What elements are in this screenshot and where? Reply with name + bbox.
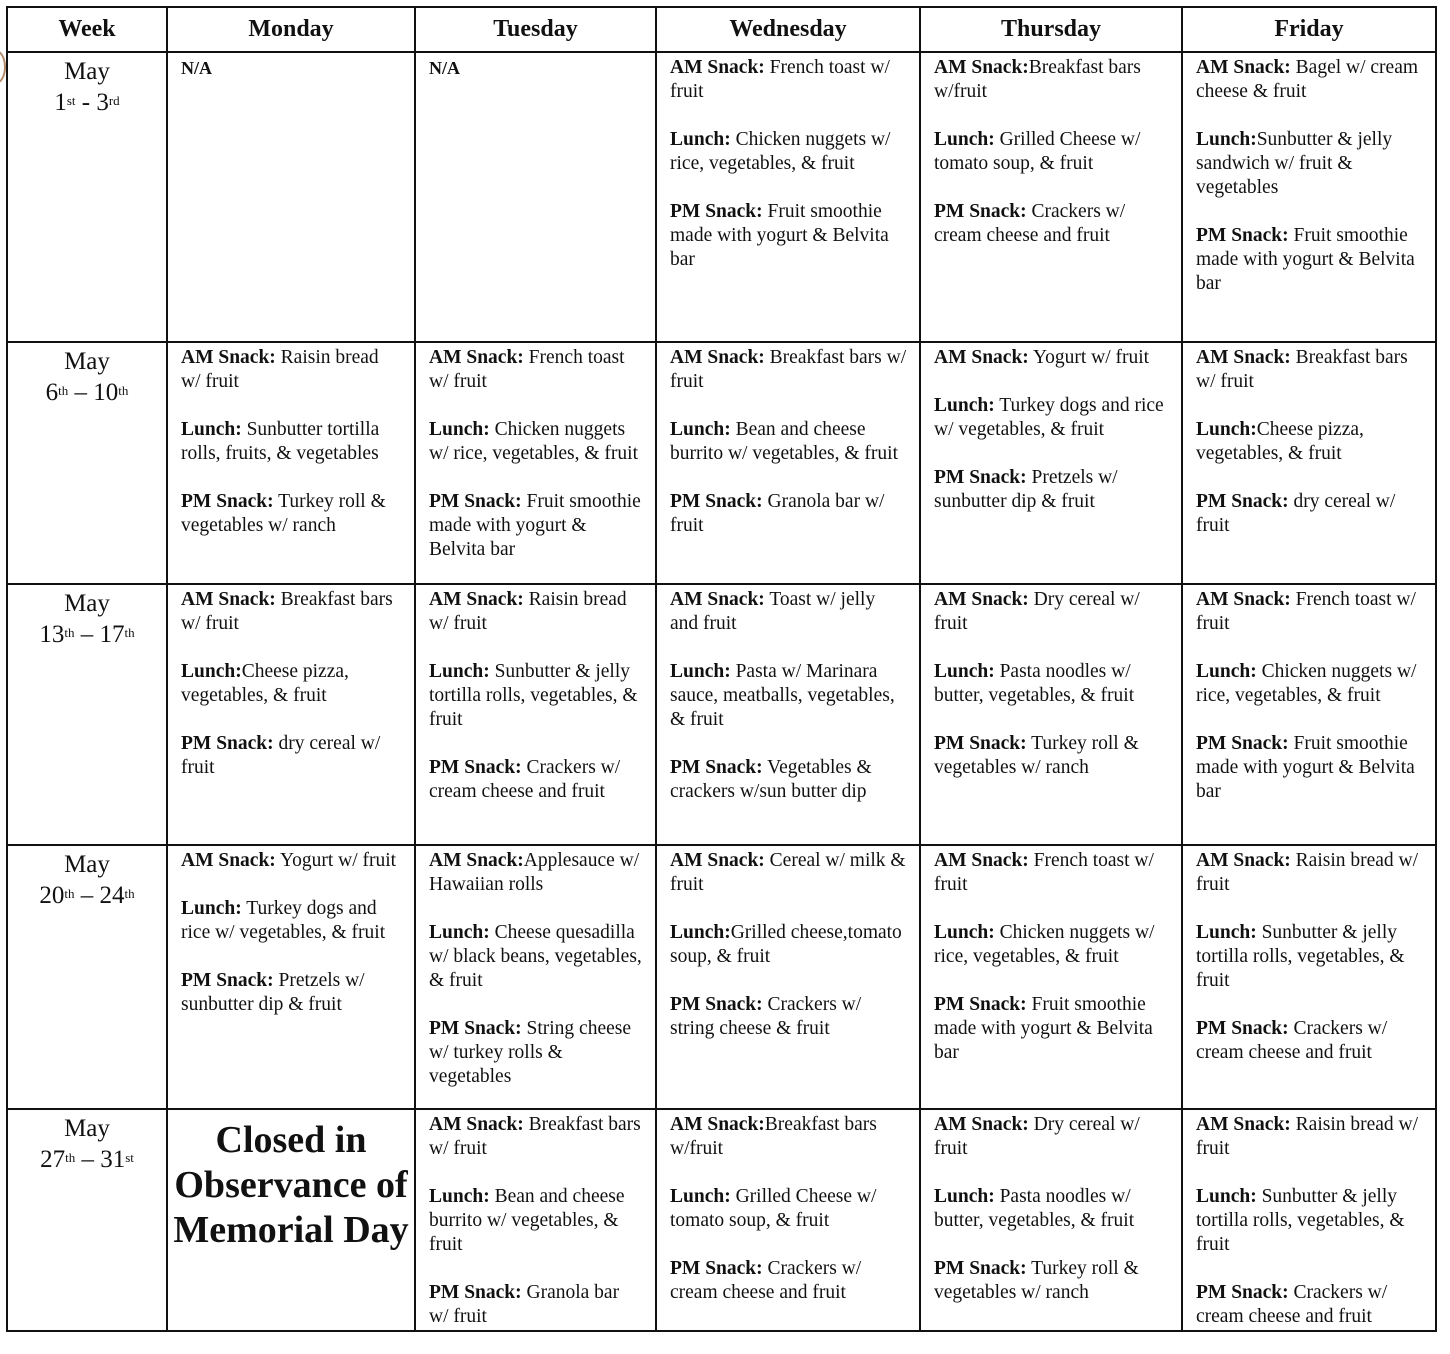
thursday-cell [920, 584, 1182, 845]
meal-label: AM Snack: [429, 589, 524, 610]
meal-item [934, 1257, 1169, 1305]
meal-label: AM Snack: [181, 589, 276, 610]
week-cell [7, 52, 167, 342]
meal-text: French toast w/ fruit [1196, 589, 1416, 634]
meal-item [670, 993, 907, 1041]
wednesday-cell [656, 52, 920, 342]
menu-calendar-table [6, 6, 1437, 1332]
meal-label: AM Snack: [1196, 589, 1291, 610]
meal-item [181, 897, 402, 945]
monday-cell [167, 342, 415, 584]
meal-text: Toast w/ jelly and fruit [670, 589, 876, 634]
range-end-day: 24 [99, 882, 125, 909]
meal-label: PM Snack: [934, 994, 1027, 1015]
meal-item [670, 588, 907, 636]
week-month: May [64, 348, 110, 375]
meal-text: Granola bar w/ fruit [429, 1282, 620, 1327]
range-start-suffix: th [64, 886, 75, 901]
meal-label: PM Snack: [1196, 225, 1289, 246]
meal-text: Breakfast bars w/fruit [670, 1114, 877, 1159]
header-tuesday: Tuesday [415, 7, 656, 52]
meal-text: French toast w/ fruit [670, 57, 890, 102]
meal-item [429, 418, 643, 466]
meal-item [670, 128, 907, 176]
meal-text: Grilled Cheese w/ tomato soup, & fruit [934, 129, 1141, 174]
meal-label: AM Snack: [934, 347, 1029, 368]
meal-label: Lunch: [429, 922, 490, 943]
meal-item [670, 1185, 907, 1233]
friday-cell [1182, 52, 1436, 342]
meal-label: PM Snack: [934, 733, 1027, 754]
meal-label: AM Snack: [429, 850, 524, 871]
meal-item [1196, 588, 1423, 636]
friday-cell [1182, 584, 1436, 845]
meal-text: Cheese pizza, vegetables, & fruit [181, 661, 349, 706]
monday-cell [167, 584, 415, 845]
meal-label: Lunch: [181, 419, 242, 440]
week-range [8, 1144, 166, 1175]
meal-text: Raisin bread w/ fruit [181, 347, 379, 392]
meal-label: PM Snack: [670, 757, 763, 778]
meal-text: Yogurt w/ fruit [275, 850, 397, 871]
meal-text: Sunbutter & jelly sandwich w/ fruit & vegetables [1196, 129, 1393, 198]
meal-item [934, 1185, 1169, 1233]
meal-label: Lunch: [934, 395, 995, 416]
meal-item [670, 660, 907, 732]
meal-text: Cereal w/ milk & fruit [670, 850, 906, 895]
meal-text: Grilled Cheese w/ tomato soup, & fruit [670, 1186, 877, 1231]
wednesday-cell [656, 1109, 920, 1331]
meal-label: PM Snack: [670, 1258, 763, 1279]
monday-cell [167, 845, 415, 1109]
meal-text: String cheese w/ turkey rolls & vegetables [429, 1018, 632, 1087]
meal-item [934, 128, 1169, 176]
range-end-day: 17 [99, 621, 125, 648]
tuesday-cell [415, 52, 656, 342]
range-start-day: 13 [39, 621, 65, 648]
meal-item [934, 660, 1169, 708]
meal-item [429, 1281, 643, 1329]
range-start-day: 1 [54, 89, 67, 116]
meal-label: Lunch: [1196, 922, 1257, 943]
meal-item [429, 1113, 643, 1161]
meal-item [934, 588, 1169, 636]
range-start-suffix: th [64, 625, 75, 640]
meal-label: PM Snack: [181, 733, 274, 754]
meal-item [934, 200, 1169, 248]
meal-text: Yogurt w/ fruit [1028, 347, 1150, 368]
meal-item [429, 921, 643, 993]
meal-label: AM Snack: [429, 1114, 524, 1135]
meal-item [1196, 921, 1423, 993]
meal-label: AM Snack: [670, 850, 765, 871]
meal-text: Dry cereal w/ fruit [934, 1114, 1140, 1159]
meal-label: AM Snack: [670, 1114, 765, 1135]
header-wednesday: Wednesday [656, 7, 920, 52]
meal-label: PM Snack: [429, 491, 522, 512]
meal-item [181, 490, 402, 538]
meal-text: Raisin bread w/ fruit [1196, 1114, 1419, 1159]
week-range [8, 880, 166, 911]
meal-text: Pretzels w/ sunbutter dip & fruit [934, 467, 1118, 512]
meal-item [934, 732, 1169, 780]
meal-text: Chicken nuggets w/ rice, vegetables, & fruit [934, 922, 1155, 967]
range-start-day: 6 [45, 379, 59, 406]
range-start-day: 27 [40, 1146, 66, 1173]
header-friday: Friday [1182, 7, 1436, 52]
header-monday: Monday [167, 7, 415, 52]
range-start-day: 20 [39, 882, 65, 909]
meal-text: Chicken nuggets w/ rice, vegetables, & fruit [670, 129, 891, 174]
meal-label: PM Snack: [429, 757, 522, 778]
meal-item [1196, 849, 1423, 897]
meal-label: PM Snack: [934, 467, 1027, 488]
wednesday-cell [656, 845, 920, 1109]
meal-text: French toast w/ fruit [934, 850, 1154, 895]
meal-label: AM Snack: [934, 850, 1029, 871]
meal-text: Pretzels w/ sunbutter dip & fruit [181, 970, 365, 1015]
meal-item [1196, 418, 1423, 466]
meal-text: Chicken nuggets w/ rice, vegetables, & fruit [1196, 661, 1417, 706]
week-cell [7, 845, 167, 1109]
meal-item [670, 490, 907, 538]
range-separator: - [75, 89, 97, 116]
header-row [7, 7, 1436, 52]
meal-label: AM Snack: [934, 589, 1029, 610]
week-cell [7, 342, 167, 584]
meal-text: Fruit smoothie made with yogurt & Belvita bar [670, 201, 889, 270]
tuesday-cell [415, 584, 656, 845]
meal-text: Chicken nuggets w/ rice, vegetables, & fruit [429, 419, 639, 464]
meal-text: Sunbutter tortilla rolls, fruits, & vegetables [181, 419, 380, 464]
meal-label: Lunch: [670, 1186, 731, 1207]
meal-item [429, 1017, 643, 1089]
week-cell [7, 584, 167, 845]
closed-notice-cell [167, 1109, 415, 1331]
meal-item [670, 56, 907, 104]
meal-text: Vegetables & crackers w/sun butter dip [670, 757, 872, 802]
range-start-suffix: st [66, 93, 76, 108]
meal-text: Cheese quesadilla w/ black beans, vegetables, & fruit [429, 922, 642, 991]
week-range [8, 377, 166, 408]
range-start-suffix: th [58, 383, 69, 398]
meal-label: Lunch: [934, 661, 995, 682]
meal-item [934, 993, 1169, 1065]
meal-text: Grilled cheese,tomato soup, & fruit [670, 922, 902, 967]
meal-item [429, 490, 643, 562]
meal-item [181, 660, 402, 708]
meal-text: Dry cereal w/ fruit [934, 589, 1140, 634]
meal-label: Lunch: [1196, 129, 1257, 150]
meal-label: AM Snack: [1196, 850, 1291, 871]
meal-item [429, 346, 643, 394]
meal-item [1196, 1281, 1423, 1329]
range-separator: – [75, 1146, 101, 1173]
meal-label: Lunch: [1196, 419, 1257, 440]
table-row [7, 342, 1436, 584]
meal-text: French toast w/ fruit [429, 347, 625, 392]
range-separator: – [74, 621, 100, 648]
meal-label: AM Snack: [934, 1114, 1029, 1135]
range-end-suffix: rd [108, 93, 120, 108]
meal-label: PM Snack: [1196, 1282, 1289, 1303]
meal-text: Turkey dogs and rice w/ vegetables, & fruit [181, 898, 386, 943]
meal-label: Lunch: [1196, 661, 1257, 682]
range-end-suffix: th [124, 886, 135, 901]
meal-label: PM Snack: [181, 491, 274, 512]
meal-label: Lunch: [934, 1186, 995, 1207]
meal-text: Sunbutter & jelly tortilla rolls, vegetables, & fruit [429, 661, 638, 730]
thursday-cell [920, 845, 1182, 1109]
range-start-suffix: th [65, 1150, 76, 1165]
meal-item [670, 921, 907, 969]
meal-label: AM Snack: [670, 57, 765, 78]
meal-text: Sunbutter & jelly tortilla rolls, vegetables, & fruit [1196, 922, 1405, 991]
meal-text: Breakfast bars w/ fruit [429, 1114, 641, 1159]
meal-item [429, 660, 643, 732]
meal-item [670, 1113, 907, 1161]
meal-item [1196, 346, 1423, 394]
tuesday-cell [415, 1109, 656, 1331]
meal-label: PM Snack: [670, 491, 763, 512]
friday-cell [1182, 845, 1436, 1109]
table-row [7, 1109, 1436, 1331]
meal-label: Lunch: [181, 661, 242, 682]
meal-label: Lunch: [429, 419, 490, 440]
meal-item [1196, 128, 1423, 200]
range-separator: – [68, 379, 94, 406]
meal-label: AM Snack: [1196, 1114, 1291, 1135]
week-month: May [64, 590, 110, 617]
meal-item [1196, 56, 1423, 104]
range-end-day: 31 [100, 1146, 126, 1173]
meal-item [1196, 1113, 1423, 1161]
meal-label: AM Snack: [670, 347, 765, 368]
meal-label: AM Snack: [1196, 57, 1291, 78]
meal-label: PM Snack: [934, 201, 1027, 222]
meal-label: AM Snack: [181, 347, 276, 368]
meal-item [934, 921, 1169, 969]
meal-label: Lunch: [1196, 1186, 1257, 1207]
meal-label: PM Snack: [429, 1018, 522, 1039]
meal-item [1196, 732, 1423, 804]
meal-item [429, 849, 643, 897]
week-month: May [64, 1115, 110, 1142]
table-row [7, 52, 1436, 342]
meal-label: Lunch: [670, 129, 731, 150]
meal-text: Breakfast bars w/ fruit [670, 347, 907, 392]
meal-text: Crackers w/ cream cheese and fruit [670, 1258, 862, 1303]
header-thursday: Thursday [920, 7, 1182, 52]
header-week: Week [7, 7, 167, 52]
meal-label: Lunch: [670, 661, 731, 682]
meal-item [181, 969, 402, 1017]
meal-text: Fruit smoothie made with yogurt & Belvita bar [429, 491, 641, 560]
not-applicable: N/A [429, 58, 460, 78]
friday-cell [1182, 1109, 1436, 1331]
meal-item [1196, 660, 1423, 708]
meal-text: Pasta noodles w/ butter, vegetables, & fruit [934, 661, 1135, 706]
meal-label: PM Snack: [181, 970, 274, 991]
meal-label: PM Snack: [1196, 1018, 1289, 1039]
range-end-suffix: th [124, 625, 135, 640]
meal-label: AM Snack: [429, 347, 524, 368]
meal-label: PM Snack: [670, 201, 763, 222]
meal-text: Fruit smoothie made with yogurt & Belvita bar [1196, 225, 1415, 294]
meal-text: Sunbutter & jelly tortilla rolls, vegetables, & fruit [1196, 1186, 1405, 1255]
range-separator: – [74, 882, 100, 909]
range-end-suffix: th [118, 383, 129, 398]
meal-item [670, 418, 907, 466]
meal-item [934, 466, 1169, 514]
meal-label: AM Snack: [181, 850, 276, 871]
meal-text: Bagel w/ cream cheese & fruit [1196, 57, 1419, 102]
meal-item [934, 394, 1169, 442]
meal-item [1196, 490, 1423, 538]
thursday-cell [920, 52, 1182, 342]
meal-item [670, 1257, 907, 1305]
meal-text: Cheese pizza, vegetables, & fruit [1196, 419, 1364, 464]
table-row [7, 845, 1436, 1109]
meal-item [670, 756, 907, 804]
meal-item [181, 346, 402, 394]
thursday-cell [920, 342, 1182, 584]
meal-item [181, 849, 402, 873]
meal-item [934, 849, 1169, 897]
meal-text: Raisin bread w/ fruit [1196, 850, 1419, 895]
meal-label: AM Snack: [934, 57, 1029, 78]
range-end-day: 10 [93, 379, 119, 406]
meal-item [429, 1185, 643, 1257]
meal-item [670, 849, 907, 897]
meal-text: Crackers w/ cream cheese and fruit [934, 201, 1126, 246]
meal-item [670, 346, 907, 394]
meal-text: Crackers w/ cream cheese and fruit [1196, 1018, 1388, 1063]
meal-label: PM Snack: [670, 994, 763, 1015]
meal-text: Crackers w/ string cheese & fruit [670, 994, 862, 1039]
meal-label: Lunch: [934, 129, 995, 150]
meal-item [1196, 1017, 1423, 1065]
tuesday-cell [415, 342, 656, 584]
meal-item [181, 732, 402, 780]
wednesday-cell [656, 342, 920, 584]
meal-text: Applesauce w/ Hawaiian rolls [429, 850, 640, 895]
meal-item [429, 756, 643, 804]
meal-label: Lunch: [429, 661, 490, 682]
meal-label: Lunch: [181, 898, 242, 919]
meal-text: Raisin bread w/ fruit [429, 589, 627, 634]
week-range [8, 619, 166, 650]
table-row [7, 584, 1436, 845]
wednesday-cell [656, 584, 920, 845]
meal-label: Lunch: [429, 1186, 490, 1207]
week-cell [7, 1109, 167, 1331]
meal-item [181, 588, 402, 636]
meal-label: Lunch: [670, 419, 731, 440]
friday-cell [1182, 342, 1436, 584]
meal-text: Bean and cheese burrito w/ vegetables, & fruit [670, 419, 898, 464]
meal-label: PM Snack: [1196, 733, 1289, 754]
meal-text: Fruit smoothie made with yogurt & Belvita bar [1196, 733, 1415, 802]
meal-label: Lunch: [670, 922, 731, 943]
meal-item [429, 588, 643, 636]
thursday-cell [920, 1109, 1182, 1331]
week-month: May [64, 851, 110, 878]
meal-item [181, 418, 402, 466]
meal-text: Crackers w/ cream cheese and fruit [429, 757, 621, 802]
meal-text: Turkey dogs and rice w/ vegetables, & fruit [934, 395, 1164, 440]
meal-text: Breakfast bars w/ fruit [181, 589, 393, 634]
week-range [8, 87, 166, 118]
meal-text: Granola bar w/ fruit [670, 491, 885, 536]
meal-text: Bean and cheese burrito w/ vegetables, & fruit [429, 1186, 625, 1255]
meal-text: Turkey roll & vegetables w/ ranch [934, 1258, 1139, 1303]
meal-text: Pasta noodles w/ butter, vegetables, & fruit [934, 1186, 1135, 1231]
range-end-day: 3 [96, 89, 109, 116]
meal-text: Crackers w/ cream cheese and fruit [1196, 1282, 1388, 1327]
meal-item [934, 56, 1169, 104]
meal-item [670, 200, 907, 272]
week-month: May [64, 58, 110, 85]
meal-text: Breakfast bars w/ fruit [1196, 347, 1408, 392]
not-applicable: N/A [181, 58, 212, 78]
meal-label: AM Snack: [670, 589, 765, 610]
meal-text: dry cereal w/ fruit [181, 733, 381, 778]
meal-label: Lunch: [934, 922, 995, 943]
meal-text: Breakfast bars w/fruit [934, 57, 1141, 102]
range-end-suffix: st [125, 1150, 134, 1165]
meal-label: PM Snack: [1196, 491, 1289, 512]
meal-item [1196, 224, 1423, 296]
closed-notice: Closed in Observance of Memorial Day [173, 1119, 409, 1251]
meal-text: Fruit smoothie made with yogurt & Belvita bar [934, 994, 1153, 1063]
meal-item [934, 346, 1169, 370]
meal-text: Turkey roll & vegetables w/ ranch [181, 491, 386, 536]
meal-item [934, 1113, 1169, 1161]
meal-text: dry cereal w/ fruit [1196, 491, 1396, 536]
meal-item [1196, 1185, 1423, 1257]
tuesday-cell [415, 845, 656, 1109]
meal-text: Pasta w/ Marinara sauce, meatballs, vegetables, & fruit [670, 661, 895, 730]
meal-label: PM Snack: [934, 1258, 1027, 1279]
meal-label: AM Snack: [1196, 347, 1291, 368]
meal-label: PM Snack: [429, 1282, 522, 1303]
monday-cell [167, 52, 415, 342]
meal-text: Turkey roll & vegetables w/ ranch [934, 733, 1139, 778]
